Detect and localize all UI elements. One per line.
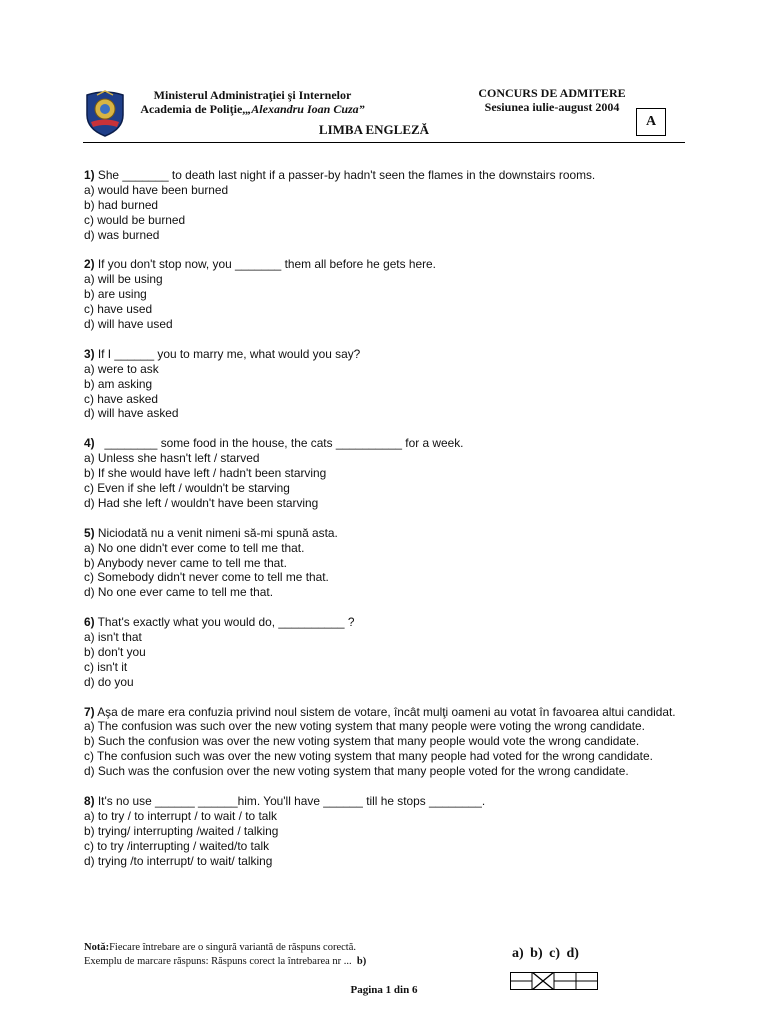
police-academy-crest-icon (83, 89, 127, 137)
note-line: Notă:Fiecare întrebare are o singură variantă de răspuns corectă. (84, 942, 356, 953)
question-6 (84, 615, 686, 690)
option-a: a) The confusion was such over the new voting system that many people were voting the wrong candidate. (84, 719, 645, 734)
option-b: b) are using (84, 287, 147, 302)
exam-title: CONCURS DE ADMITERE (478, 86, 626, 100)
option-a: a) were to ask (84, 361, 159, 376)
subject-title: LIMBA ENGLEZĂ (318, 122, 430, 137)
option-d: d) No one ever came to tell me that. (84, 585, 274, 600)
question-4 (84, 436, 686, 511)
option-a: a) will be using (84, 272, 163, 287)
option-a: a) No one didn't ever come to tell me that. (84, 540, 305, 555)
option-d: d) do you (84, 674, 134, 689)
question-3 (84, 347, 686, 422)
question-8 (84, 794, 686, 869)
question-text: 4) ________ some food in the house, the cats __________ for a week. (84, 436, 464, 451)
option-d: d) trying /to interrupt/ to wait/ talking (84, 853, 273, 868)
question-text: 6) That's exactly what you would do, __________ ? (84, 615, 355, 630)
option-a: a) isn't that (84, 630, 142, 645)
option-b: b) had burned (84, 197, 159, 212)
question-text: 7) Aşa de mare era confuzia privind noul sistem de votare, încât mulţi oameni au votat în favoarea altui candidat. (84, 704, 676, 719)
question-text: 2) If you don't stop now, you _______ them all before he gets here. (84, 257, 436, 272)
option-c: c) would be burned (84, 212, 186, 227)
option-c: c) Even if she left / wouldn't be starving (84, 480, 290, 495)
footer-note (84, 941, 366, 969)
option-b: b) If she would have left / hadn't been starving (84, 466, 327, 481)
header-divider (83, 142, 685, 143)
option-d: d) Such was the confusion over the new voting system that many people voted for the wrong candidate. (84, 764, 629, 779)
answer-letters: a) b) c) d) (512, 946, 579, 961)
option-c: c) have asked (84, 391, 159, 406)
variant-box: A (636, 108, 666, 136)
question-text: 1) She _______ to death last night if a passer-by hadn't seen the flames in the downstairs rooms. (84, 168, 596, 182)
option-c: c) The confusion such was over the new voting system that many people had voted for the wrong candidate. (84, 749, 653, 764)
option-d: d) will have used (84, 317, 173, 332)
option-c: c) to try /interrupting / waited/to talk (84, 838, 270, 853)
example-line: Exemplu de marcare răspuns: Răspuns corect la întrebarea nr ... b) (84, 956, 367, 967)
option-c: c) isn't it (84, 659, 128, 674)
option-a: a) would have been burned (84, 182, 229, 197)
question-text: 3) If I ______ you to marry me, what would you say? (84, 346, 361, 361)
option-a: a) to try / to interrupt / to wait / to talk (84, 808, 277, 823)
option-b: b) trying/ interrupting /waited / talking (84, 823, 279, 838)
option-c: c) have used (84, 302, 153, 317)
exam-session: Sesiunea iulie-august 2004 (484, 100, 620, 114)
option-d: d) was burned (84, 227, 160, 242)
option-b: b) am asking (84, 376, 153, 391)
question-2 (84, 257, 686, 332)
ministry-name: Ministerul Administraţiei şi Internelor (153, 88, 352, 102)
note-label: Notă: (84, 942, 110, 953)
page-number: Pagina 1 din 6 (350, 984, 418, 996)
option-b: b) Such the confusion was over the new voting system that many people would vote the wrong candidate. (84, 734, 640, 749)
question-1 (84, 168, 686, 243)
institution-block (130, 88, 375, 116)
option-b: b) Anybody never came to tell me that. (84, 555, 287, 570)
document-header (0, 0, 768, 145)
question-text: 5) Niciodată nu a venit nimeni să-mi spună asta. (84, 525, 338, 540)
questions-list (84, 168, 686, 883)
option-d: d) Had she left / wouldn't have been starving (84, 495, 319, 510)
option-b: b) don't you (84, 644, 146, 659)
option-d: d) will have asked (84, 406, 179, 421)
exam-block (467, 86, 637, 114)
question-5 (84, 526, 686, 601)
option-c: c) Somebody didn't never come to tell me that. (84, 570, 329, 585)
question-text: 8) It's no use ______ ______him. You'll have ______ till he stops ________. (84, 793, 486, 808)
option-a: a) Unless she hasn't left / starved (84, 451, 260, 466)
question-7 (84, 705, 686, 780)
example-answer: b) (356, 956, 367, 967)
academy-name: Academia de Poliţie,„Alexandru Ioan Cuza” (140, 102, 365, 116)
